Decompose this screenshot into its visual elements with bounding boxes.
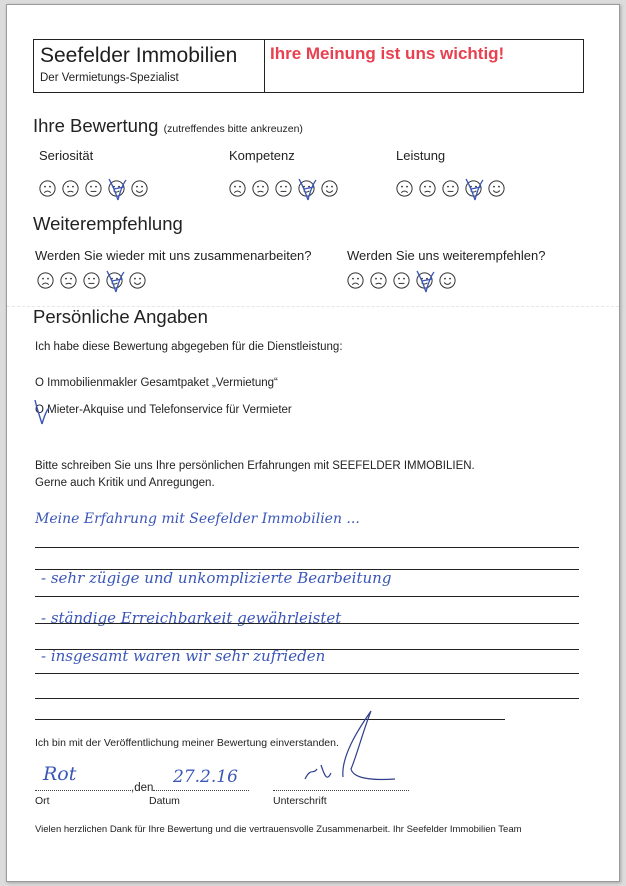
neutral-face-icon[interactable] <box>442 180 459 197</box>
happy-face-icon[interactable] <box>106 272 123 289</box>
rating-scale-kompetenz[interactable] <box>229 180 338 197</box>
option-marker[interactable]: O <box>35 377 44 389</box>
company-tagline: Der Vermietungs-Spezialist <box>40 72 179 84</box>
writing-line <box>35 623 579 624</box>
category-label-leistung: Leistung <box>396 148 446 163</box>
pen-check-mark-icon <box>31 397 53 427</box>
experience-line-3[interactable]: - insgesamt waren wir sehr zufrieden <box>41 647 326 665</box>
experience-heading: Meine Erfahrung mit Seefelder Immobilien ... <box>35 511 360 527</box>
writing-line <box>35 673 579 674</box>
question-collaborate: Werden Sie wieder mit uns zusammenarbeiten? <box>35 248 312 263</box>
company-name: Seefelder Immobilien <box>40 44 238 67</box>
experience-prompt-line2: Gerne auch Kritik und Anregungen. <box>35 477 215 489</box>
writing-line <box>35 596 579 597</box>
option-marker[interactable]: O <box>35 404 44 416</box>
signature-label: Unterschrift <box>273 795 327 807</box>
date-value[interactable]: 27.2.16 <box>173 767 238 787</box>
sad-face-icon[interactable] <box>252 180 269 197</box>
rating-scale-leistung[interactable] <box>396 180 505 197</box>
experience-line-1[interactable]: - sehr zügige und unkomplizierte Bearbeitung <box>41 569 392 587</box>
experience-line-2[interactable]: - ständige Erreichbarkeit gewährleistet <box>41 609 342 627</box>
recommendation-title: Weiterempfehlung <box>33 213 183 234</box>
very-happy-face-icon[interactable] <box>321 180 338 197</box>
sad-face-icon[interactable] <box>60 272 77 289</box>
service-option-akquise[interactable] <box>35 404 292 416</box>
writing-line <box>35 649 579 650</box>
date-label: Datum <box>149 795 180 807</box>
neutral-face-icon[interactable] <box>85 180 102 197</box>
date-line <box>153 790 249 791</box>
place-line <box>35 790 131 791</box>
neutral-face-icon[interactable] <box>83 272 100 289</box>
personal-title: Persönliche Angaben <box>33 306 208 327</box>
very-sad-face-icon[interactable] <box>37 272 54 289</box>
writing-line <box>35 719 505 720</box>
sad-face-icon[interactable] <box>370 272 387 289</box>
very-happy-face-icon[interactable] <box>439 272 456 289</box>
place-label: Ort <box>35 795 50 807</box>
rating-scale-recommend[interactable] <box>347 272 456 289</box>
very-sad-face-icon[interactable] <box>396 180 413 197</box>
feedback-form-sheet <box>6 4 620 882</box>
happy-face-icon[interactable] <box>108 180 125 197</box>
rating-note: (zutreffendes bitte ankreuzen) <box>163 123 303 135</box>
experience-prompt-line1: Bitte schreiben Sie uns Ihre persönlichen Erfahrungen mit SEEFELDER IMMOBILIEN. <box>35 460 475 472</box>
category-label-kompetenz: Kompetenz <box>229 148 295 163</box>
option-label: Mieter-Akquise und Telefonservice für Vermieter <box>47 404 292 416</box>
question-recommend: Werden Sie uns weiterempfehlen? <box>347 248 546 263</box>
rating-title: Ihre Bewertung <box>33 115 159 136</box>
service-option-gesamtpaket[interactable] <box>35 377 278 389</box>
consent-text: Ich bin mit der Veröffentlichung meiner Bewertung einverstanden. <box>35 737 339 749</box>
very-sad-face-icon[interactable] <box>229 180 246 197</box>
very-sad-face-icon[interactable] <box>347 272 364 289</box>
category-label-seriositaet: Seriosität <box>39 148 94 163</box>
header-box <box>33 39 584 93</box>
happy-face-icon[interactable] <box>416 272 433 289</box>
comma-den: ,den <box>131 782 154 794</box>
sad-face-icon[interactable] <box>62 180 79 197</box>
slogan: Ihre Meinung ist uns wichtig! <box>270 44 505 63</box>
sad-face-icon[interactable] <box>419 180 436 197</box>
very-happy-face-icon[interactable] <box>131 180 148 197</box>
footer-thanks: Vielen herzlichen Dank für Ihre Bewertung und die vertrauensvolle Zusammenarbeit. Ihr Seefelder Immobilien Team <box>35 824 522 835</box>
very-happy-face-icon[interactable] <box>488 180 505 197</box>
very-happy-face-icon[interactable] <box>129 272 146 289</box>
rating-section-title <box>33 115 303 137</box>
service-prompt: Ich habe diese Bewertung abgegeben für die Dienstleistung: <box>35 341 343 353</box>
very-sad-face-icon[interactable] <box>39 180 56 197</box>
neutral-face-icon[interactable] <box>275 180 292 197</box>
happy-face-icon[interactable] <box>298 180 315 197</box>
handwritten-signature <box>287 707 397 793</box>
rating-scale-seriositaet[interactable] <box>39 180 148 197</box>
writing-line <box>35 698 579 699</box>
happy-face-icon[interactable] <box>465 180 482 197</box>
writing-line <box>35 547 579 548</box>
option-label: Immobilienmakler Gesamtpaket „Vermietung“ <box>47 377 278 389</box>
place-value[interactable]: Rot <box>43 763 77 785</box>
rating-scale-collaborate[interactable] <box>37 272 146 289</box>
neutral-face-icon[interactable] <box>393 272 410 289</box>
header-brand <box>34 40 265 92</box>
